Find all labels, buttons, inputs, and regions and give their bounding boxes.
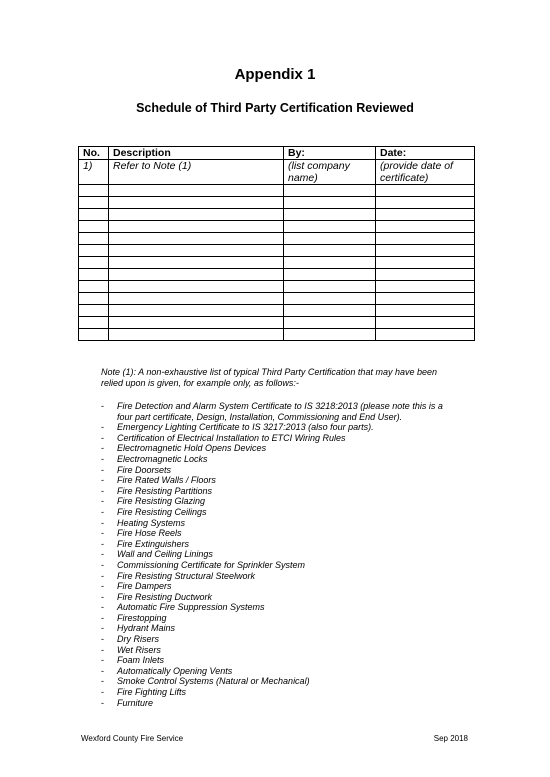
- page-footer: [81, 734, 468, 743]
- footer-date: Sep 2018: [433, 734, 468, 743]
- bullet-dash: -: [101, 559, 104, 570]
- list-item-text: Automatic Fire Suppression Systems: [117, 602, 265, 613]
- list-item-text: Dry Risers: [117, 634, 159, 645]
- list-item-text: Automatically Opening Vents: [117, 665, 233, 676]
- table-row-empty: [79, 317, 475, 329]
- list-item: [101, 454, 451, 465]
- list-item: [101, 475, 451, 486]
- list-item-text: Smoke Control Systems (Natural or Mechanical): [117, 676, 310, 687]
- bullet-dash: -: [101, 422, 104, 433]
- table-cell-empty: [109, 257, 284, 269]
- table-row-empty: [79, 185, 475, 197]
- bullet-dash: -: [101, 634, 104, 645]
- notes-section: [101, 367, 451, 708]
- table-row-empty: [79, 245, 475, 257]
- table-cell-empty: [109, 305, 284, 317]
- table-cell-empty: [376, 269, 475, 281]
- list-item-text: Fire Hose Reels: [117, 528, 182, 539]
- table-cell-empty: [376, 233, 475, 245]
- header-no: No.: [79, 147, 109, 160]
- table-cell-empty: [79, 281, 109, 293]
- bullet-dash: -: [101, 464, 104, 475]
- table-cell-empty: [376, 317, 475, 329]
- table-cell-empty: [79, 245, 109, 257]
- row-company: (list company name): [284, 160, 376, 185]
- table-cell-empty: [376, 245, 475, 257]
- bullet-dash: -: [101, 485, 104, 496]
- bullet-dash: -: [101, 538, 104, 549]
- list-item: [101, 560, 451, 571]
- table-cell-empty: [79, 329, 109, 341]
- list-item: [101, 443, 451, 454]
- list-item-text: Fire Doorsets: [117, 464, 172, 475]
- header-description: Description: [109, 147, 284, 160]
- list-item-text: Emergency Lighting Certificate to IS 3217:2013 (also four parts).: [117, 422, 374, 433]
- table-cell-empty: [109, 185, 284, 197]
- list-item: [101, 401, 451, 422]
- table-row-empty: [79, 293, 475, 305]
- list-item-text: Fire Resisting Ceilings: [117, 506, 207, 517]
- table-cell-empty: [284, 317, 376, 329]
- list-item: [101, 655, 451, 666]
- list-item-text: Electromagnetic Hold Opens Devices: [117, 443, 267, 454]
- list-item-text: Fire Resisting Structural Steelwork: [117, 570, 256, 581]
- bullet-dash: -: [101, 612, 104, 623]
- list-item: [101, 676, 451, 687]
- bullet-dash: -: [101, 517, 104, 528]
- table-row-empty: [79, 305, 475, 317]
- list-item: [101, 687, 451, 698]
- table-cell-empty: [79, 221, 109, 233]
- bullet-dash: -: [101, 496, 104, 507]
- table-cell-empty: [284, 329, 376, 341]
- table-cell-empty: [376, 257, 475, 269]
- table-cell-empty: [109, 269, 284, 281]
- bullet-dash: -: [101, 697, 104, 708]
- list-item: [101, 507, 451, 518]
- list-item: [101, 592, 451, 603]
- list-item-text: Fire Extinguishers: [117, 538, 190, 549]
- bullet-dash: -: [101, 432, 104, 443]
- list-item-text: Fire Resisting Partitions: [117, 485, 213, 496]
- table-cell-empty: [109, 317, 284, 329]
- bullet-dash: -: [101, 475, 104, 486]
- bullet-dash: -: [101, 401, 104, 411]
- row-number: 1): [79, 160, 109, 185]
- bullet-dash: -: [101, 644, 104, 655]
- table-cell-empty: [79, 233, 109, 245]
- table-cell-empty: [79, 257, 109, 269]
- bullet-dash: -: [101, 549, 104, 560]
- header-by: By:: [284, 147, 376, 160]
- table-row-empty: [79, 281, 475, 293]
- table-cell-empty: [79, 209, 109, 221]
- table-cell-empty: [284, 221, 376, 233]
- table-cell-empty: [376, 209, 475, 221]
- row-description: Refer to Note (1): [109, 160, 284, 185]
- footer-organisation: Wexford County Fire Service: [81, 734, 184, 743]
- note-text: Note (1): A non-exhaustive list of typical Third Party Certification that may have been relied upon is given, for example only, as follows:-: [101, 367, 437, 388]
- certification-table: [78, 146, 475, 341]
- table-cell-empty: [109, 233, 284, 245]
- table-row-empty: [79, 233, 475, 245]
- table-cell-empty: [284, 269, 376, 281]
- list-item: [101, 496, 451, 507]
- bullet-dash: -: [101, 443, 104, 454]
- bullet-dash: -: [101, 453, 104, 464]
- table-cell-empty: [284, 185, 376, 197]
- bullet-dash: -: [101, 581, 104, 592]
- list-item: [101, 581, 451, 592]
- table-cell-empty: [109, 197, 284, 209]
- table-cell-empty: [284, 245, 376, 257]
- list-item: [101, 549, 451, 560]
- bullet-dash: -: [101, 506, 104, 517]
- bullet-dash: -: [101, 623, 104, 634]
- table-cell-empty: [284, 281, 376, 293]
- list-item: [101, 602, 451, 613]
- bullet-dash: -: [101, 655, 104, 666]
- list-item: [101, 465, 451, 476]
- list-item-text: Furniture: [117, 697, 154, 708]
- bullet-dash: -: [101, 528, 104, 539]
- list-item-text: Fire Fighting Lifts: [117, 687, 187, 698]
- list-item: [101, 539, 451, 550]
- certification-list: [101, 401, 451, 708]
- table-cell-empty: [284, 209, 376, 221]
- table-cell-empty: [376, 185, 475, 197]
- table-cell-empty: [376, 329, 475, 341]
- page-subtitle: Schedule of Third Party Certification Reviewed: [136, 101, 414, 115]
- list-item-text: Wet Risers: [117, 644, 161, 655]
- list-item: [101, 634, 451, 645]
- table-cell-empty: [109, 293, 284, 305]
- table-body: [79, 160, 475, 341]
- list-item-text: Fire Dampers: [117, 581, 172, 592]
- list-item-text: Wall and Ceiling Linings: [117, 549, 213, 560]
- list-item: [101, 698, 451, 709]
- table-row: [79, 160, 475, 185]
- list-item-text: Commissioning Certificate for Sprinkler System: [117, 559, 306, 570]
- list-item-text: Firestopping: [117, 612, 167, 623]
- table-cell-empty: [284, 197, 376, 209]
- table-row-empty: [79, 329, 475, 341]
- bullet-dash: -: [101, 676, 104, 687]
- list-item: [101, 613, 451, 624]
- list-item-text: Heating Systems: [117, 517, 186, 528]
- list-item-text: Fire Rated Walls / Floors: [117, 475, 216, 486]
- table-row-empty: [79, 269, 475, 281]
- list-item: [101, 422, 451, 433]
- table-cell-empty: [376, 305, 475, 317]
- list-item: [101, 433, 451, 444]
- list-item-text: Fire Detection and Alarm System Certificate to IS 3218:2013 (please note this is a four part certificate, Design, Installation, Commissioning and End User).: [117, 401, 443, 422]
- list-item-text: Foam Inlets: [117, 655, 165, 666]
- table-cell-empty: [109, 329, 284, 341]
- table-cell-empty: [376, 197, 475, 209]
- table-cell-empty: [284, 305, 376, 317]
- table-cell-empty: [376, 221, 475, 233]
- table-cell-empty: [109, 245, 284, 257]
- table-cell-empty: [79, 317, 109, 329]
- table-row-empty: [79, 197, 475, 209]
- list-item: [101, 528, 451, 539]
- table-cell-empty: [109, 209, 284, 221]
- header-date: Date:: [376, 147, 475, 160]
- bullet-dash: -: [101, 602, 104, 613]
- table-row-empty: [79, 257, 475, 269]
- bullet-dash: -: [101, 665, 104, 676]
- list-item-text: Fire Resisting Ductwork: [117, 591, 213, 602]
- bullet-dash: -: [101, 591, 104, 602]
- table-cell-empty: [284, 233, 376, 245]
- bullet-dash: -: [101, 687, 104, 698]
- list-item: [101, 571, 451, 582]
- list-item: [101, 518, 451, 529]
- table-row-empty: [79, 221, 475, 233]
- table-row-empty: [79, 209, 475, 221]
- list-item: [101, 666, 451, 677]
- table-cell-empty: [376, 281, 475, 293]
- table-cell-empty: [79, 269, 109, 281]
- table-cell-empty: [79, 305, 109, 317]
- table-cell-empty: [109, 281, 284, 293]
- list-item: [101, 623, 451, 634]
- list-item-text: Fire Resisting Glazing: [117, 496, 206, 507]
- table-header-row: [79, 147, 475, 160]
- row-date: (provide date of certificate): [376, 160, 475, 185]
- page-title: Appendix 1: [234, 66, 316, 83]
- table-cell-empty: [284, 293, 376, 305]
- list-item: [101, 486, 451, 497]
- table-cell-empty: [79, 293, 109, 305]
- table-cell-empty: [109, 221, 284, 233]
- list-item: [101, 645, 451, 656]
- table-cell-empty: [79, 197, 109, 209]
- list-item-text: Hydrant Mains: [117, 623, 176, 634]
- bullet-dash: -: [101, 570, 104, 581]
- table-cell-empty: [79, 185, 109, 197]
- table-cell-empty: [284, 257, 376, 269]
- list-item-text: Electromagnetic Locks: [117, 453, 208, 464]
- table-cell-empty: [376, 293, 475, 305]
- list-item-text: Certification of Electrical Installation to ETCI Wiring Rules: [117, 432, 346, 443]
